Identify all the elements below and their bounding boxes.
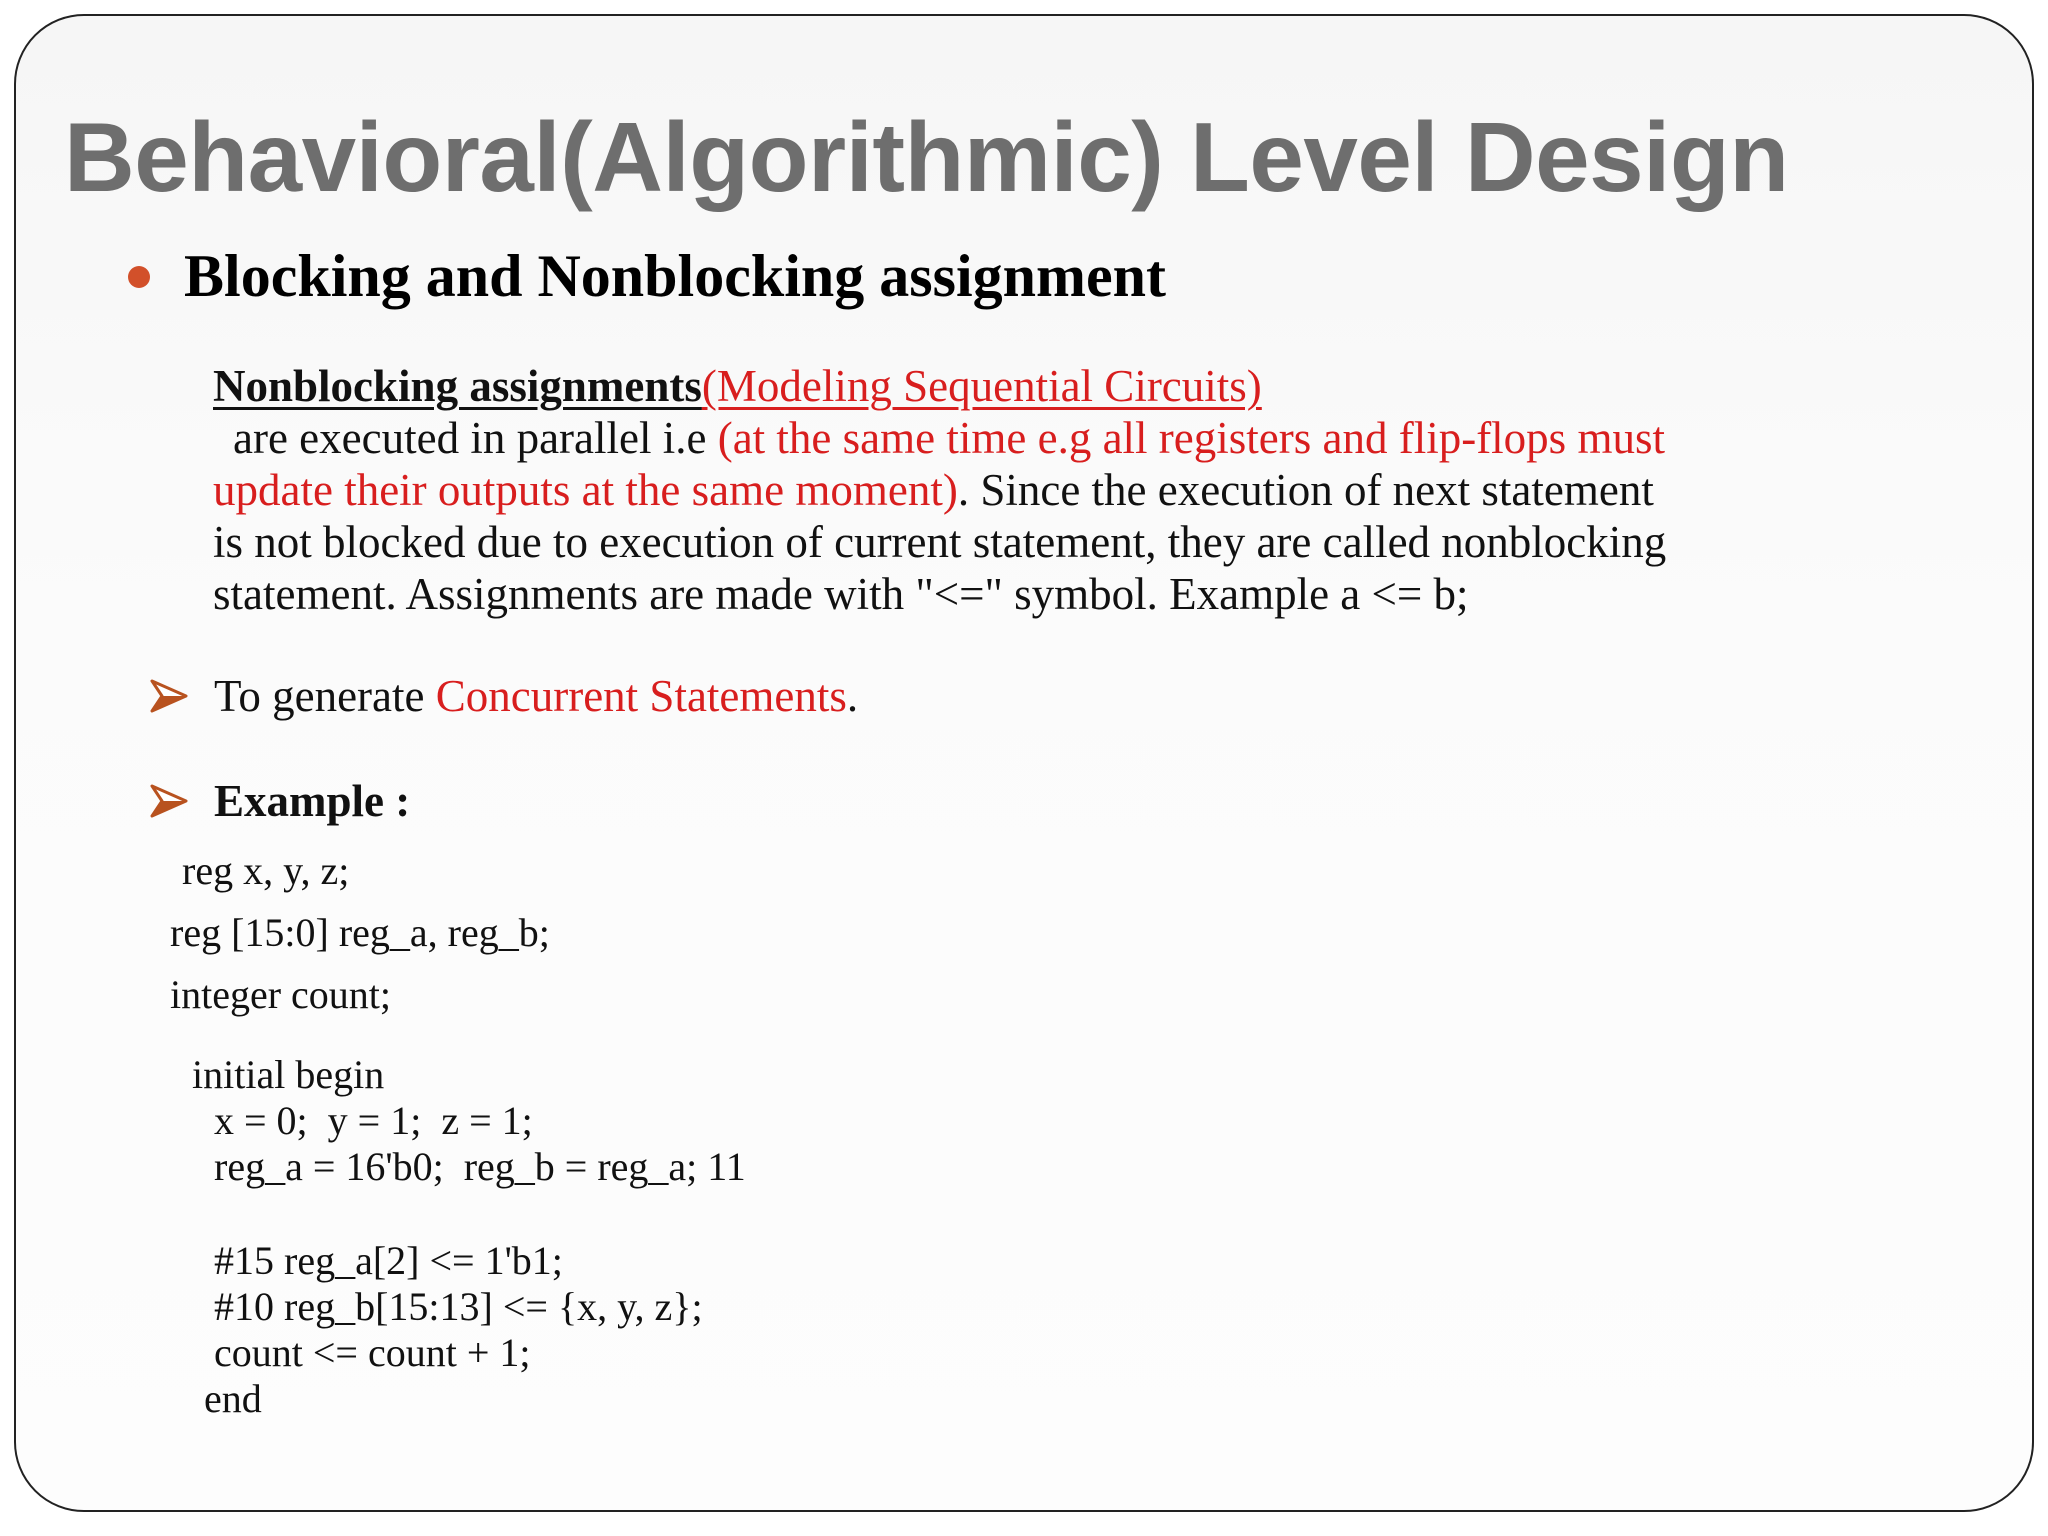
nonblocking-paragraph (213, 360, 1833, 620)
paragraph-line-4: is not blocked due to execution of current statement, they are called nonblocking (213, 517, 1667, 567)
term-heading: Nonblocking assignments (213, 361, 702, 411)
code-initial-begin: initial begin (192, 1052, 385, 1097)
code-stmt-3: #15 reg_a[2] <= 1'b1; (214, 1238, 563, 1283)
paragraph-line-3 (213, 464, 1833, 516)
example-label: Example : (214, 776, 411, 826)
point1-highlight: Concurrent Statements (435, 671, 847, 721)
arrow-bullet-icon (150, 784, 188, 818)
paragraph-line-5: statement. Assignments are made with "<=" symbol. Example a <= b; (213, 569, 1469, 619)
slide-title: Behavioral(Algorithmic) Level Design (64, 102, 1789, 212)
code-stmt-5: count <= count + 1; (214, 1330, 531, 1375)
paragraph-line-1 (213, 360, 1833, 412)
code-decl-3: integer count; (170, 972, 392, 1017)
line2-highlight: (at the same time e.g all registers and flip-flops must (717, 413, 1665, 463)
code-end: end (204, 1376, 262, 1421)
arrow-bullet-icon (150, 679, 188, 713)
bullet-item (128, 242, 1166, 311)
paragraph-line-2 (213, 412, 1833, 464)
bullet-dot-icon (128, 266, 150, 288)
code-stmt-2: reg_a = 16'b0; reg_b = reg_a; 11 (214, 1144, 746, 1189)
code-decl-1: reg x, y, z; (182, 848, 350, 893)
code-decl-2: reg [15:0] reg_a, reg_b; (170, 910, 550, 955)
point-concurrent (150, 670, 858, 722)
line3-text: . Since the execution of next statement (957, 465, 1654, 515)
line2-text: are executed in parallel i.e (233, 413, 718, 463)
point-example (150, 775, 410, 827)
point1-prefix: To generate (214, 671, 436, 721)
point1-suffix: . (846, 671, 859, 721)
term-parenthetical: (Modeling Sequential Circuits) (701, 361, 1262, 411)
line3-highlight: update their outputs at the same moment) (213, 465, 958, 515)
code-stmt-1: x = 0; y = 1; z = 1; (214, 1098, 533, 1143)
code-stmt-4: #10 reg_b[15:13] <= {x, y, z}; (214, 1284, 703, 1329)
bullet-heading: Blocking and Nonblocking assignment (184, 243, 1166, 309)
